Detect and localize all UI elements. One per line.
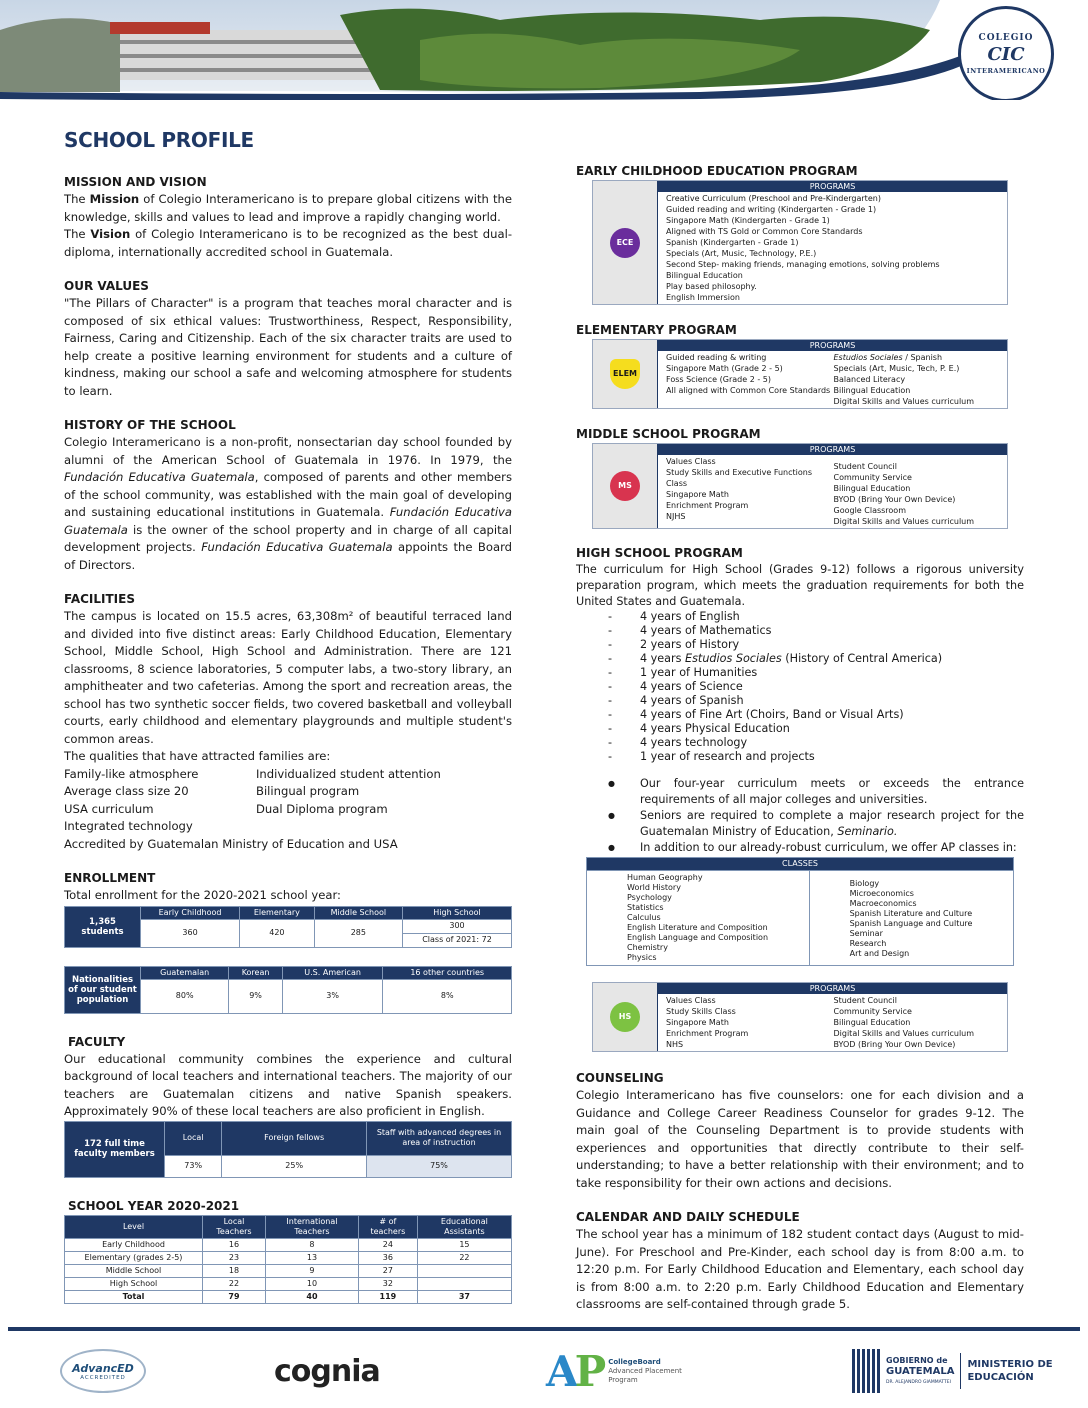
cognia-logo: cognia: [274, 1353, 380, 1389]
hs-highlights: ● Our four-year curriculum meets or exceeds the entrance requirements of all major colleges and universities. ● Seniors are required to complete a major research project for the Guatemalan Ministry of Education, Seminario. ● In addition to our already-robust curriculum, we offer AP classes in:: [608, 776, 1024, 856]
ece-programs-box: [592, 180, 1008, 305]
ms-section: [576, 426, 1024, 529]
elem-programs-box: [592, 339, 1008, 409]
calendar-heading: CALENDAR AND DAILY SCHEDULE: [576, 1210, 800, 1224]
header-banner: [0, 0, 1088, 100]
facilities-section: [64, 591, 512, 853]
facilities-text: The campus is located on 15.5 acres, 63,308m² of beautiful terraced land and divided into five distinct areas: Early Childhood Education, Elementary School, Middle School, High School and Administration. There are 121 classrooms, 8 science laboratories, 5 computer labs, a two-story library, an amphitheater and two cafeterias. Among the sport and recreation areas, the school has two synthetic soccer fields, two covered basketball and volleyball courts, early childhood and elementary playgrounds and multiple student's common areas.: [64, 609, 512, 746]
elem-programs-list: Guided reading & writing Singapore Math (Grade 2 - 5) Foss Science (Grade 2 - 5) All aligned with Common Core Standards Estudios Sociales / Spanish Specials (Art, Music, Tech, P. E.) Balanced Literacy Bilingual Education Digital Skills and Values curriculum: [666, 353, 975, 406]
elem-programs-header: PROGRAMS: [658, 340, 1007, 351]
enrollment-table: 1,365 students Early Childhood Elementary Middle School High School 360 420 285 300 Class of 2021: 72: [64, 906, 512, 948]
hs-programs-header: PROGRAMS: [658, 983, 1007, 994]
qualities-intro: The qualities that have attracted families are:: [64, 749, 331, 763]
school-year-table: Level Local Teachers International Teachers # of teachers Educational Assistants Early Childhood 16 8 24 15 Elementary (grades 2-5) 23 13 36 22 Middle School 18 9 27 High School 22 10 32 Total 79 40 119 37: [64, 1215, 512, 1304]
elem-heading: ELEMENTARY PROGRAM: [576, 323, 737, 337]
enrollment-section: [64, 870, 512, 1014]
enrollment-heading: ENROLLMENT: [64, 871, 156, 885]
history-heading: HISTORY OF THE SCHOOL: [64, 418, 236, 432]
ece-section: [576, 163, 1024, 305]
calendar-text: The school year has a minimum of 182 student contact days (August to mid-June). For Preschool and Pre-Kinder, each school day is from 8:00 a.m. to 12:20 p.m. For Early Childhood Education and Elementary, each school day is from 8:00 a.m. to 2:20 p.m. Early Childhood Education and Elementary classrooms are self-contained through grade 5.: [576, 1227, 1024, 1311]
ms-programs-header: PROGRAMS: [658, 444, 1007, 455]
gov-stripes-icon: [852, 1349, 880, 1393]
hs-programs-list: Values Class Study Skills Class Singapore Math Enrichment Program NHS Student Council Community Service Bilingual Education Digital Skills and Values curriculum BYOD (Bring Your Own Device): [666, 996, 975, 1049]
mission-text: The Mission of Colegio Interamericano is to prepare global citizens with the knowledge, skills and values to lead and improve a rapidly changing world.: [64, 192, 512, 224]
facilities-heading: FACILITIES: [64, 592, 135, 606]
ap-mark-icon: AP: [546, 1346, 603, 1396]
mineduc-logo: GOBIERNO de GUATEMALA DR. ALEJANDRO GIAMMATTEI MINISTERIO DE EDUCACIÓN: [852, 1344, 1053, 1398]
school-year-heading: SCHOOL YEAR 2020-2021: [68, 1198, 240, 1213]
ms-programs-list: Values Class Study Skills and Executive Functions Class Singapore Math Enrichment Program NJHS Student Council Community Service Bilingual Education BYOD (Bring Your Own Device) Google Classroom Digital Skills and Values curriculum: [666, 457, 975, 526]
ap-classes-table: CLASSES Human Geography World History Psychology Statistics Calculus English Literature and Composition English Language and Composition Chemistry Physics Biology Microeconomics Macroeconomics Spanish Literature and Culture Spanish Language and Culture Seminar Research Art and Design: [586, 857, 1014, 966]
accredited-text: Accredited by Guatemalan Ministry of Education and USA: [64, 836, 398, 851]
counseling-section: [576, 1070, 1024, 1192]
campus-photo: [0, 0, 1088, 100]
history-text: Colegio Interamericano is a non-profit, nonsectarian day school founded by alumni of the American School of Guatemala in 1976. In 1979, the Fundación Educativa Guatemala, composed of parents and other members of the school community, was established with the main goal of developing and sustaining educational institutions in Guatemala. Fundación Educativa Guatemala is the owner of the school property and in charge of all capital development projects. Fundación Educativa Guatemala appoints the Board of Directors.: [64, 435, 513, 572]
faculty-table: 172 full time faculty members Local Foreign fellows Staff with advanced degrees in area of instruction 73% 25% 75%: [64, 1121, 512, 1178]
qualities-list: Family-like atmosphere Individualized student attention Average class size 20 Bilingual program USA curriculum Dual Diploma program Integrated technology: [64, 766, 441, 833]
hs-text: The curriculum for High School (Grades 9-12) follows a rigorous university preparation program, which meets the graduation requirements for both the United States and Guatemala.: [576, 563, 1024, 608]
logo-mark: CIC: [987, 44, 1025, 65]
school-year-section: [64, 1198, 512, 1304]
hs-badge-icon: HS: [610, 1002, 640, 1032]
nationalities-table: Nationalities of our student population Guatemalan Korean U.S. American 16 other countries 80% 9% 3% 8%: [64, 966, 512, 1014]
hs-section: [576, 545, 1024, 1052]
mission-section: [64, 174, 512, 261]
calendar-section: [576, 1209, 1024, 1314]
logo-line2: INTERAMERICANO: [966, 67, 1046, 75]
hs-requirements: - 4 years of English - 4 years of Mathematics - 2 years of History - 4 years Estudios Sociales (History of Central America) - 1 year of Humanities - 4 years of Science - 4 years of Spanish - 4 years of Fine Art (Choirs, Band or Visual Arts) - 4 years Physical Education - 4 years technology - 1 year of research and projects: [608, 610, 1024, 764]
values-heading: OUR VALUES: [64, 279, 149, 293]
ap-logo: AP CollegeBoard Advanced Placement Program: [546, 1346, 682, 1396]
logo-line1: COLEGIO: [978, 33, 1034, 43]
values-section: [64, 278, 512, 400]
ece-badge-icon: ECE: [610, 228, 640, 258]
page-title: SCHOOL PROFILE: [64, 128, 254, 152]
hs-heading: HIGH SCHOOL PROGRAM: [576, 546, 743, 560]
elem-badge-icon: ELEM: [610, 359, 640, 389]
faculty-section: [64, 1034, 512, 1178]
mission-heading: MISSION AND VISION: [64, 175, 207, 189]
counseling-text: Colegio Interamericano has five counselors: one for each division and a Guidance and College Career Readiness Counselor for grades 9-12. The main goal of the Counseling Department is to provide students with experiences and opportunities that directly contribute to their self-understanding; to have a better relationship with their environment; and to take responsibility for their own actions and decisions.: [576, 1088, 1024, 1190]
enrollment-intro: Total enrollment for the 2020-2021 school year:: [64, 888, 341, 902]
left-column: [64, 174, 512, 1304]
elem-section: [576, 322, 1024, 409]
ms-programs-box: [592, 443, 1008, 529]
ms-badge-icon: MS: [610, 471, 640, 501]
history-section: [64, 417, 512, 574]
advanced-logo: AdvancED ACCREDITED: [60, 1344, 146, 1398]
ms-heading: MIDDLE SCHOOL PROGRAM: [576, 427, 761, 441]
faculty-text: Our educational community combines the experience and cultural background of local teachers and international teachers. The majority of our teachers are Guatemalan citizens and native Spanish speakers. Approximately 90% of these local teachers are also proficient in English.: [64, 1051, 512, 1118]
ece-heading: EARLY CHILDHOOD EDUCATION PROGRAM: [576, 164, 858, 178]
values-text: "The Pillars of Character" is a program that teaches moral character and is composed of six ethical values: Trustworthiness, Respect, Responsibility, Fairness, Caring and Citizenship. Each of the six character traits are used to help create a positive learning environment for students and a culture of kindness, making our school a safe and welcoming atmosphere for students to learn.: [64, 296, 512, 398]
colegio-logo: [958, 6, 1054, 100]
counseling-heading: COUNSELING: [576, 1071, 664, 1085]
footer-divider: [8, 1327, 1080, 1331]
hs-programs-box: [592, 982, 1008, 1052]
faculty-heading: FACULTY: [68, 1034, 126, 1049]
ece-programs-list: Creative Curriculum (Preschool and Pre-Kindergarten) Guided reading and writing (Kindergarten - Grade 1) Singapore Math (Kindergarten - Grade 1) Aligned with TS Gold or Common Core Standards Spanish (Kindergarten - Grade 1) Specials (Art, Music, Technology, P.E.) Second Step- making friends, managing emotions, solving problems Bilingual Education Play based philosophy. English Immersion: [666, 194, 940, 302]
right-column: [576, 163, 1024, 1314]
vision-text: The Vision of Colegio Interamericano is to be recognized as the best dual-diploma, internationally accredited school in Guatemala.: [64, 227, 512, 259]
ece-programs-header: PROGRAMS: [658, 181, 1007, 192]
